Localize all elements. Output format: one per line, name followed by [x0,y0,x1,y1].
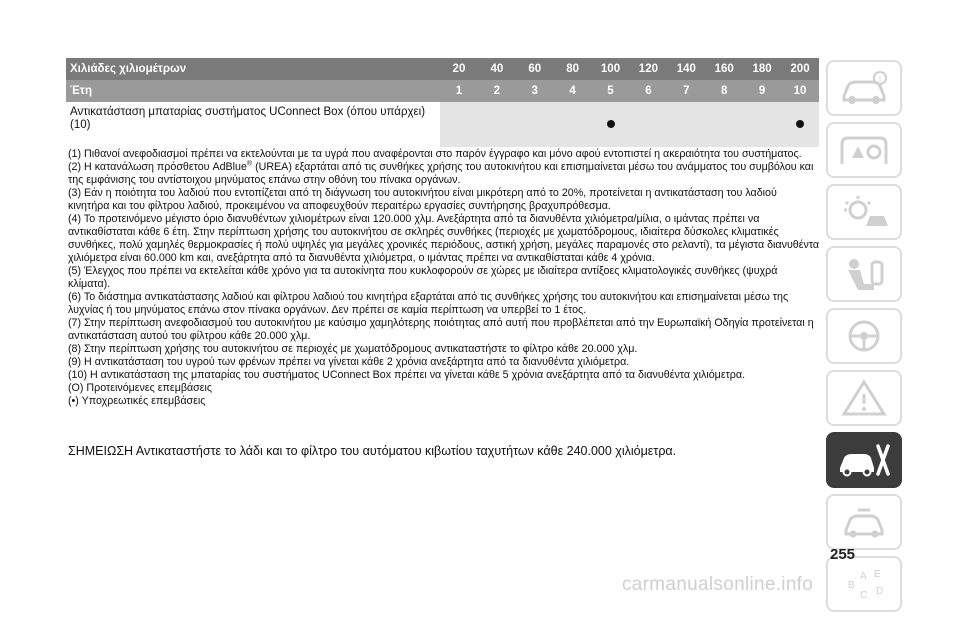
steering-wheel-icon [836,316,892,356]
note-5: (5) Έλεγχος που πρέπει να εκτελείται κάθε χρόνο για τα αυτοκίνητα που κυκλοφορούν σε χώρες με ιδιαίτερα αντίξοες κλιματολογικές συνθήκες (ψυχρά κλίματα). [68,265,778,290]
legend-recommended: (O) Προτεινόμενες επεμβάσεις [68,382,213,394]
note-9: (9) Η αντικατάσταση του υγρού των φρένων πρέπει να γίνεται κάθε 2 χρόνια ανεξάρτητα από τα διανυθέντα χιλιόμετρα. [68,356,630,368]
note-2 [68,161,820,187]
note-7: (7) Στην περίπτωση ανεφοδιασμού του αυτοκινήτου με καύσιμο χαμηλότερης ποιότητας από αυτή που προβλέπεται από την Ευρωπαϊκή Οδηγία προτείνεται η αντικατάσταση αυτού του φίλτρου κάθε 20.000 χλμ. [68,317,814,342]
year-cell: 9 [743,80,781,102]
index-letter: D [876,586,884,597]
year-cell: 5 [592,80,630,102]
registered-mark: ® [246,160,253,168]
svg-text:i: i [879,74,881,84]
km-cell: 100 [592,58,630,80]
tab-child-seat[interactable] [826,246,902,302]
note-10: (10) Η αντικατάσταση της μπαταρίας του συστήματος UConnect Box πρέπει να γίνεται κάθε 5 χρόνια ανεξάρτητα από τα διανυθέντα χιλιόμετρα. [68,369,746,381]
note-1: (1) Πιθανοί ανεφοδιασμοί πρέπει να εκτελούνται με τα υγρά που αναφέρονται στο παρόν έγγραφο και μόνο αφού εντοπιστεί η ακεραιότητα του συστήματος. [68,148,802,160]
mark-cell [667,102,705,147]
tab-car-service[interactable] [826,432,902,488]
watermark: carmanualsonline.info [622,574,814,595]
mark-cell [592,102,630,147]
mark-cell [781,102,819,147]
car-service-icon [836,440,892,480]
km-cell: 160 [705,58,743,80]
footnotes [68,148,820,408]
mark-cell [554,102,592,147]
km-cell: 60 [516,58,554,80]
index-letter: C [860,590,868,601]
page-number: 255 [830,546,856,563]
tab-dashboard[interactable] [826,122,902,178]
tab-lights[interactable] [826,184,902,240]
tab-emergency[interactable] [826,370,902,426]
battery-replacement-row [66,102,819,147]
km-header-label: Χιλιάδες χιλιομέτρων [66,58,440,80]
technical-data-icon [836,502,892,542]
year-cell: 4 [554,80,592,102]
index-icon [836,564,892,604]
emergency-icon [836,378,892,418]
note-3: (3) Εάν η ποιότητα του λαδιού που εντοπίζεται από τη διάγνωση του αυτοκινήτου είναι μικρότερη από το 20%, προτείνεται η αντικατάσταση του λαδιού κινητήρα και του φίλτρου λαδιού, προκειμένου να αποφευχθούν περαιτέρω εργασίες συντήρησης βραχυπρόθεσμα. [68,187,777,212]
mark-cell [516,102,554,147]
km-header-row [66,58,819,80]
chapter-sidebar [826,60,904,618]
mark-cell [440,102,478,147]
dashboard-warning-icon [836,130,892,170]
tab-car-info[interactable] [826,60,902,116]
km-cell: 200 [781,58,819,80]
year-cell: 7 [667,80,705,102]
safety-lights-icon [836,192,892,232]
years-header-label: Έτη [66,80,440,102]
mark-cell [743,102,781,147]
km-cell: 20 [440,58,478,80]
km-cell: 80 [554,58,592,80]
final-note: ΣΗΜΕΙΩΣΗ Αντικαταστήστε το λάδι και το φίλτρο του αυτόματου κιβωτίου ταχυτήτων κάθε 240.000 χιλιόμετρα. [68,444,677,458]
note-6: (6) Το διάστημα αντικατάστασης λαδιού και φίλτρου λαδιού του κινητήρα εξαρτάται από τις συνθήκες χρήσης του αυτοκινήτου και επισημαίνεται μέσω της λυχνίας ή του μηνύματος επάνω στον πίνακα οργάνων. Δεν πρέπει σε καμία περίπτωση να υπερβεί το 1 έτος. [68,291,789,316]
year-cell: 10 [781,80,819,102]
maintenance-table [66,58,819,147]
km-cell: 40 [478,58,516,80]
note-2-end: (UREA) εξαρτάται από τις συνθήκες χρήσης του αυτοκινήτου και επισημαίνεται μέσω του ανάμματος του συμβόλου και της εμφάνισης του αντίστοιχου μηνύματος επάνω στην οθόνη του πίνακα οργάνων. [68,161,814,186]
year-cell: 8 [705,80,743,102]
mark-cell [629,102,667,147]
index-letter: E [874,569,881,580]
note-2-start: (2) Η κατανάλωση πρόσθετου AdBlue [68,161,247,173]
car-info-icon [836,68,892,108]
tab-technical-data[interactable] [826,494,902,550]
year-cell: 2 [478,80,516,102]
km-cell: 140 [667,58,705,80]
km-cell: 120 [629,58,667,80]
mark-cell [705,102,743,147]
tab-steering[interactable] [826,308,902,364]
km-cell: 180 [743,58,781,80]
child-seat-icon [836,254,892,294]
mandatory-dot [796,120,804,128]
year-cell: 6 [629,80,667,102]
legend-mandatory: (•) Υποχρεωτικές επεμβάσεις [68,395,206,407]
year-cell: 3 [516,80,554,102]
year-cell: 1 [440,80,478,102]
note-4: (4) Το προτεινόμενο μέγιστο όριο διανυθέντων χιλιομέτρων είναι 120.000 χλμ. Ανεξάρτητα από τα διανυθέντα χιλιόμετρα/μίλια, ο ιμάντας πρέπει να αντικαθίσταται κάθε 6 έτη. Στην περίπτωση χρήσης του αυτοκινήτου σε σκληρές συνθήκες (περιοχές με χωματόδρομους, ιδιαίτερα δύσκολες κλιματικές συνθήκες, πολύ χαμηλές θερμοκρασίες ή πολύ υψηλές για μεγάλες χρονικές περιόδους, αστική χρήση, μεγάλες παραμονές στο ρελαντί), τα μέγιστα διανυθέντα χιλιόμετρα είναι 60.000 km και, ανεξάρτητα από τα διανυθέντα χιλιόμετρα, ο ιμάντας πρέπει να αντικαθίσταται κάθε 4 χρόνια. [68,213,820,264]
index-letter: A [860,571,867,582]
mandatory-dot [607,120,615,128]
row-label: Αντικατάσταση μπαταρίας συστήματος UConnect Box (όπου υπάρχει) (10) [66,102,440,147]
note-8: (8) Στην περίπτωση χρήσης του αυτοκινήτου σε περιοχές με χωματόδρομους αντικαταστήστε το φίλτρο κάθε 20.000 χλμ. [68,343,638,355]
index-letter: B [848,580,855,591]
mark-cell [478,102,516,147]
years-header-row [66,80,819,102]
